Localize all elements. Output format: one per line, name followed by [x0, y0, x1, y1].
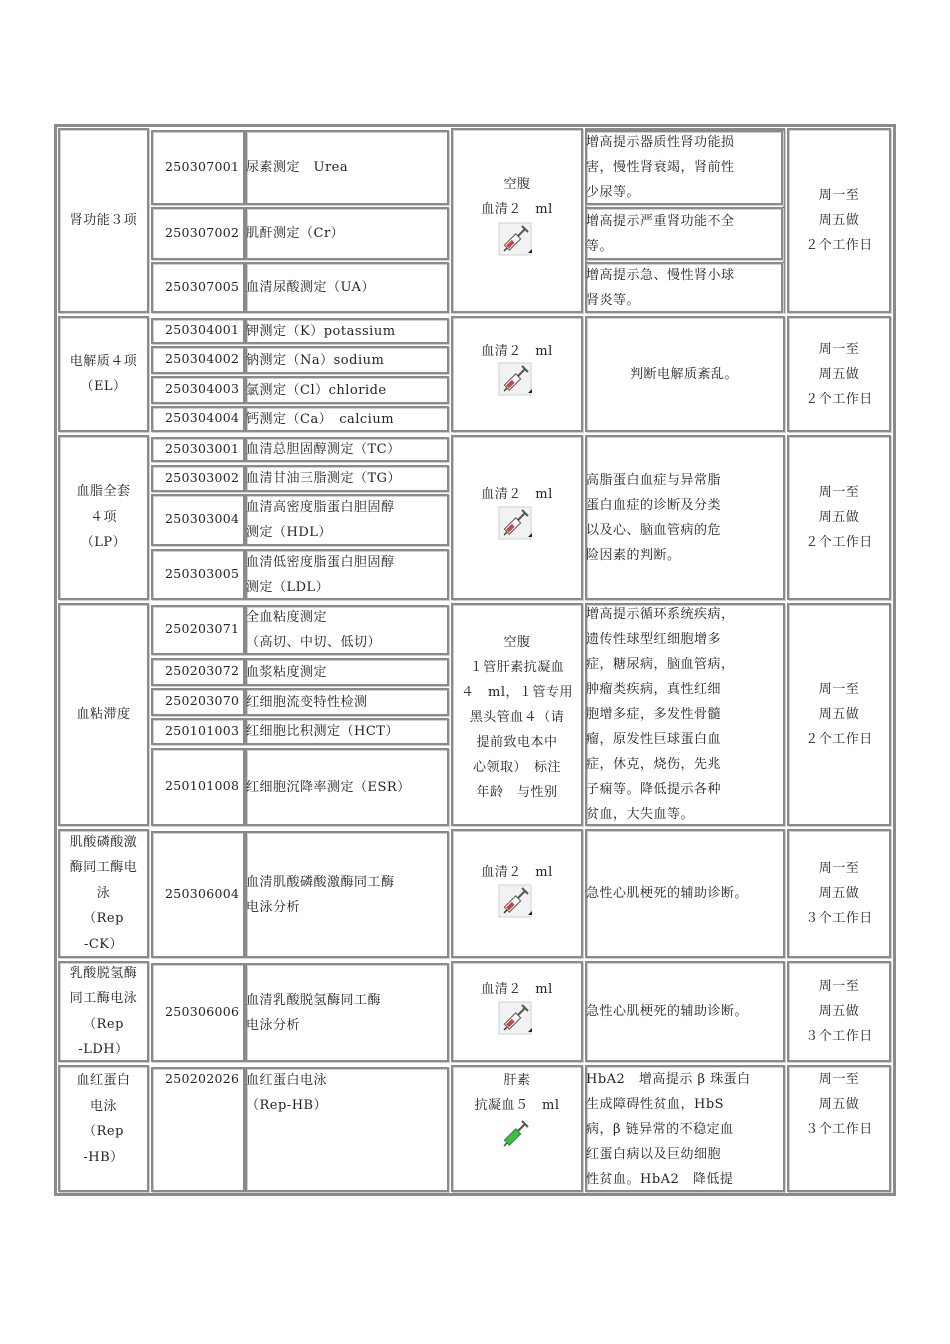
schedule-text-line: ２个工作日 — [805, 732, 873, 747]
schedule-text — [787, 856, 891, 931]
item-code: 250203072 — [165, 663, 240, 678]
item-code: 250202026 — [165, 1071, 240, 1086]
item-name-line: 血清肌酸磷酸激酶同工酶 — [246, 874, 395, 890]
item-code: 250306004 — [165, 885, 240, 901]
schedule-text-line: 周五做 — [818, 510, 860, 525]
meaning-text-line: 肿瘤类疾病，真性红细 — [586, 682, 722, 697]
item-name-line: 钠测定（Na）sodium — [246, 352, 385, 368]
syringe-icon — [498, 222, 532, 256]
item-code: 250101003 — [165, 722, 240, 738]
group-name-line: 同工酶电泳 — [69, 991, 138, 1006]
group-name-line: -LDH） — [78, 1042, 129, 1057]
meaning-text-line: 红蛋白病以及巨幼细胞 — [586, 1147, 722, 1162]
item-name — [246, 319, 446, 344]
item-name-line: 电泳分析 — [246, 1017, 301, 1033]
item-name-line: 尿素测定 Urea — [246, 160, 349, 175]
item-name-line: 红细胞沉降率测定（ESR） — [246, 779, 411, 795]
sample-text — [451, 977, 583, 1002]
meaning-text-line: 害，慢性肾衰竭，肾前性 — [586, 160, 735, 175]
item-code: 250303002 — [165, 469, 240, 485]
meaning-text-line: 蛋白血症的诊断及分类 — [586, 497, 722, 513]
meaning-text-line: HbA2 增高提示 β 珠蛋白 — [586, 1072, 751, 1087]
schedule-text-line: ３个工作日 — [805, 911, 873, 926]
sample-text-line: 血清２ ml — [481, 982, 553, 997]
syringe-icon — [498, 1001, 532, 1035]
group-name — [58, 961, 149, 1063]
sample-text-line: １管肝素抗凝血 — [469, 660, 565, 675]
meaning-text — [586, 362, 782, 387]
schedule-text-line: 周一至 — [818, 861, 860, 876]
test-items-table — [54, 124, 896, 1196]
schedule-text-line: 周五做 — [818, 1097, 860, 1112]
item-code: 250307005 — [165, 278, 240, 294]
item-name — [246, 988, 446, 1038]
item-code: 250303004 — [165, 511, 240, 526]
group-name-line: 肾功能３项 — [69, 212, 138, 228]
sample-text-line: 抗凝血５ ml — [474, 1098, 560, 1113]
item-code: 250101008 — [165, 778, 240, 793]
item-name-line: 血清尿酸测定（UA） — [246, 280, 375, 295]
sample-text-line: 肝素 — [503, 1073, 531, 1088]
sample-text — [451, 1068, 583, 1118]
sample-text-line: 血清２ ml — [481, 344, 553, 359]
schedule-text — [787, 1067, 891, 1142]
schedule-text-line: 周五做 — [818, 1004, 860, 1019]
item-name — [246, 870, 446, 920]
meaning-text — [586, 999, 784, 1024]
item-name — [246, 155, 446, 180]
meaning-text — [586, 468, 784, 568]
schedule-text-line: 周一至 — [818, 188, 860, 203]
item-code: 250303005 — [165, 565, 240, 581]
item-code: 250304001 — [165, 322, 240, 337]
item-name-line: 钙测定（Ca） calcium — [246, 411, 395, 427]
meaning-text — [586, 1067, 784, 1192]
sample-text-line: ４ ml，１管专用 — [461, 685, 573, 700]
group-name-line: 肌酸磷酸激 — [69, 834, 138, 850]
sample-text-line: 年龄 与性别 — [476, 785, 558, 800]
item-name — [246, 550, 446, 600]
schedule-text — [787, 974, 891, 1049]
meaning-text-line: 肾炎等。 — [586, 292, 641, 308]
meaning-text-line: 贫血，大失血等。 — [586, 807, 695, 822]
schedule-text — [787, 337, 891, 412]
item-name — [246, 466, 446, 491]
sample-text — [451, 482, 583, 507]
item-name — [246, 275, 446, 300]
group-name-line: -HB） — [83, 1149, 124, 1165]
schedule-text-line: 周一至 — [818, 1072, 860, 1087]
item-name-line: 血清甘油三脂测定（TG） — [246, 471, 402, 486]
group-name — [58, 208, 149, 234]
sample-text-line: 提前致电本中 — [476, 735, 558, 750]
meaning-text-line: 症，休克，烧伤，先兆 — [586, 757, 722, 772]
item-name — [246, 407, 446, 432]
schedule-text — [787, 677, 891, 752]
item-code: 250303001 — [165, 440, 240, 456]
group-name — [58, 479, 149, 556]
sample-text-line: 血清２ ml — [481, 487, 553, 502]
meaning-text-line: 判断电解质紊乱。 — [629, 366, 738, 382]
item-name-line: 血清乳酸脱氢酶同工酶 — [246, 992, 382, 1008]
item-name-line: 测定（HDL） — [246, 525, 332, 540]
item-code: 250203071 — [165, 621, 240, 636]
item-name-line: 血浆粘度测定 — [246, 664, 328, 680]
item-code: 250306006 — [165, 1003, 240, 1019]
item-name-line: 氯测定（Cl）chloride — [246, 382, 387, 398]
item-name — [246, 690, 446, 715]
item-name-line: （高切、中切、低切） — [246, 635, 382, 650]
syringe-icon — [498, 362, 532, 396]
group-name-line: 电泳 — [89, 1098, 117, 1114]
sample-text — [451, 860, 583, 885]
item-name-line: 血清高密度脂蛋白胆固醇 — [246, 500, 395, 515]
sample-text-line: 血清２ ml — [481, 865, 553, 880]
group-name-line: -CK） — [83, 936, 124, 952]
group-name — [58, 1068, 149, 1170]
sample-text — [451, 339, 583, 364]
item-name-line: 肌酐测定（Cr） — [246, 226, 345, 241]
schedule-text-line: ２个工作日 — [805, 238, 873, 253]
group-name — [58, 349, 149, 400]
item-name — [246, 348, 446, 373]
meaning-text — [586, 130, 782, 205]
meaning-text-line: 病，β 链异常的不稳定血 — [586, 1122, 734, 1137]
item-name — [246, 719, 446, 744]
meaning-text — [586, 263, 782, 313]
meaning-text-line: 增高提示器质性肾功能损 — [586, 135, 735, 150]
item-name — [246, 660, 446, 685]
schedule-text-line: 周一至 — [818, 682, 860, 697]
item-code: 250307002 — [165, 224, 240, 240]
schedule-text-line: ２个工作日 — [805, 391, 873, 407]
schedule-text-line: ３个工作日 — [805, 1029, 873, 1044]
schedule-text-line: 周一至 — [818, 979, 860, 994]
meaning-text-line: 症，糖尿病，脑血管病， — [586, 657, 735, 672]
schedule-text-line: 周五做 — [818, 886, 860, 901]
syringe-icon — [498, 884, 532, 918]
sample-text-line: 心领取） 标注 — [472, 760, 561, 775]
item-name-line: 测定（LDL） — [246, 579, 330, 595]
sample-text-line: 空腹 — [503, 635, 531, 650]
item-name-line: 全血粘度测定 — [246, 610, 328, 625]
item-name-line: 电泳分析 — [246, 899, 301, 915]
meaning-text-line: 增高提示循环系统疾病， — [586, 607, 735, 622]
item-name-line: 钾测定（K）potassium — [246, 323, 396, 339]
meaning-text-line: 等。 — [586, 238, 614, 254]
schedule-text — [787, 480, 891, 555]
sample-text-line: 血清２ ml — [481, 202, 553, 217]
item-name-line: 红细胞比积测定（HCT） — [246, 724, 399, 739]
group-name-line: 酶同工酶电 — [69, 860, 138, 876]
group-name-line: 血粘滞度 — [76, 706, 131, 722]
schedule-text-line: 周五做 — [818, 707, 860, 722]
item-name — [246, 1068, 446, 1118]
item-name — [246, 221, 446, 246]
item-name — [246, 495, 446, 545]
meaning-text-line: 增高提示严重肾功能不全 — [586, 213, 735, 229]
meaning-text — [586, 881, 784, 906]
green-syringe-icon — [498, 1117, 532, 1151]
schedule-text-line: ３个工作日 — [805, 1122, 873, 1137]
meaning-text-line: 瘤，原发性巨球蛋白血 — [586, 732, 722, 747]
syringe-icon — [498, 506, 532, 540]
group-name-line: 电解质４项 — [69, 353, 138, 369]
sample-text — [451, 172, 583, 222]
item-code: 250304004 — [165, 410, 240, 425]
meaning-text-line: 子痫等。降低提示各种 — [586, 782, 722, 797]
sample-text — [451, 630, 583, 805]
item-code: 250203070 — [165, 693, 240, 708]
schedule-text-line: ２个工作日 — [805, 535, 873, 550]
group-name-line: （LP） — [80, 535, 127, 551]
meaning-text-line: 以及心、脑血管病的危 — [586, 522, 722, 538]
schedule-text-line: 周一至 — [818, 485, 860, 500]
item-code: 250304003 — [165, 381, 240, 396]
item-name-line: 红细胞流变特性检测 — [246, 694, 368, 710]
group-name-line: 血红蛋白 — [76, 1073, 131, 1088]
meaning-text — [586, 602, 784, 827]
item-name-line: （Rep-HB） — [246, 1098, 328, 1113]
schedule-text-line: 周一至 — [818, 341, 860, 357]
item-name-line: 血清低密度脂蛋白胆固醇 — [246, 554, 395, 570]
meaning-text-line: 生成障碍性贫血，HbS — [586, 1097, 725, 1112]
group-name — [58, 702, 149, 728]
group-name-line: （Rep — [83, 1124, 124, 1139]
sample-text-line: 黑头管血４（请 — [469, 710, 565, 725]
meaning-text-line: 急性心肌梗死的辅助诊断。 — [586, 886, 749, 901]
meaning-text-line: 高脂蛋白血症与异常脂 — [586, 472, 722, 488]
meaning-text-line: 胞增多症，多发性骨髓 — [586, 707, 722, 722]
item-code: 250307001 — [165, 158, 240, 174]
group-name — [58, 830, 149, 958]
schedule-text-line: 周五做 — [818, 366, 860, 382]
meaning-text-line: 性贫血。HbA2 降低提 — [586, 1172, 734, 1187]
item-name — [246, 775, 446, 800]
group-name-line: 血脂全套 — [76, 484, 131, 500]
meaning-text-line: 少尿等。 — [586, 185, 641, 200]
item-name-line: 血清总胆固醇测定（TC） — [246, 442, 401, 457]
meaning-text — [586, 209, 782, 259]
group-name-line: （Rep — [83, 911, 124, 927]
item-name — [246, 605, 446, 655]
item-code: 250304002 — [165, 351, 240, 366]
meaning-text-line: 遗传性球型红细胞增多 — [586, 632, 722, 647]
schedule-text-line: 周五做 — [818, 213, 860, 228]
item-name-line: 血红蛋白电泳 — [246, 1073, 328, 1088]
group-name-line: （EL） — [80, 379, 127, 394]
group-name-line: （Rep — [83, 1016, 124, 1032]
meaning-text-line: 急性心肌梗死的辅助诊断。 — [586, 1004, 749, 1019]
group-name-line: 泳 — [96, 885, 111, 901]
sample-text-line: 空腹 — [503, 177, 531, 192]
group-name-line: 乳酸脱氢酶 — [69, 965, 138, 981]
item-name — [246, 378, 446, 403]
meaning-text-line: 增高提示急、慢性肾小球 — [586, 267, 735, 283]
group-name-line: ４项 — [89, 509, 117, 525]
schedule-text — [787, 183, 891, 258]
item-name — [246, 437, 446, 462]
meaning-text-line: 险因素的判断。 — [586, 547, 681, 563]
